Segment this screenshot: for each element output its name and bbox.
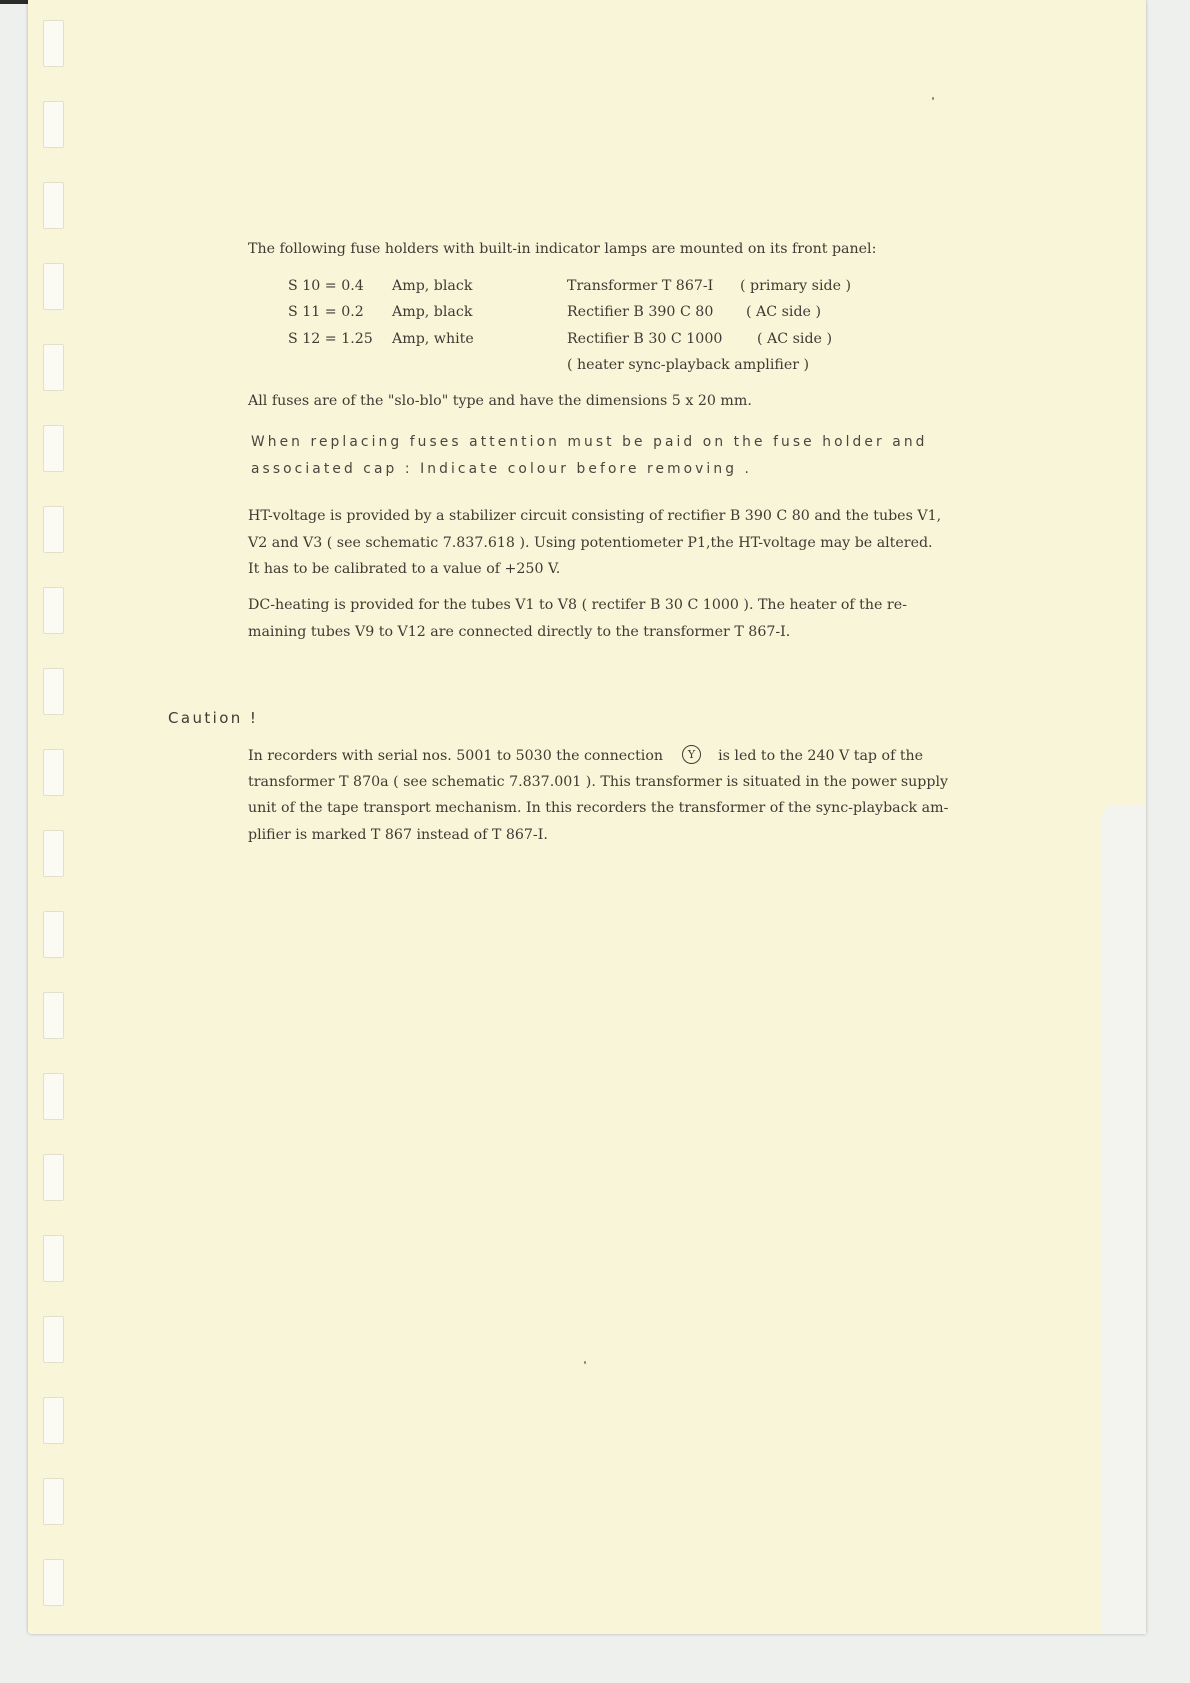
caution-line: unit of the tape transport mechanism. In this recorders the transformer of the sync-playback am-: [248, 800, 949, 816]
fuse-type-line: All fuses are of the "slo-blo" type and have the dimensions 5 x 20 mm.: [248, 393, 752, 409]
fuse-note: ( primary side ): [740, 278, 852, 294]
fuse-circuit: Transformer T 867-I: [567, 278, 714, 294]
fuse-id: S 10 = 0.4: [288, 278, 364, 294]
binding-hole: [43, 182, 64, 229]
caution-line: transformer T 870a ( see schematic 7.837.001 ). This transformer is situated in the power supply: [248, 774, 949, 790]
binding-hole: [43, 1154, 64, 1201]
fuse-circuit: Rectifier B 30 C 1000: [567, 331, 723, 347]
fuse-circuit: Rectifier B 390 C 80: [567, 304, 714, 320]
binding-hole: [43, 830, 64, 877]
binding-hole: [43, 1478, 64, 1525]
fuse-rating: Amp, black: [392, 278, 473, 294]
fuse-note: ( AC side ): [746, 304, 821, 320]
binding-hole: [43, 1235, 64, 1282]
fuse-warning-line: When replacing fuses attention must be paid on the fuse holder and: [251, 434, 928, 450]
caution-line: plifier is marked T 867 instead of T 867-I.: [248, 827, 548, 843]
dc-heating-line: maining tubes V9 to V12 are connected directly to the transformer T 867-I.: [248, 624, 791, 640]
binding-hole: [43, 425, 64, 472]
ht-voltage-line: It has to be calibrated to a value of +250 V.: [248, 561, 561, 577]
intro-paragraph: The following fuse holders with built-in indicator lamps are mounted on its front panel:: [248, 241, 877, 257]
caution-text: In recorders with serial nos. 5001 to 5030 the connection: [248, 748, 664, 764]
dc-heating-line: DC-heating is provided for the tubes V1 to V8 ( rectifer B 30 C 1000 ). The heater of the re-: [248, 597, 907, 613]
fuse-rating: Amp, white: [392, 331, 474, 347]
binding-hole: [43, 992, 64, 1039]
fuse-id: S 11 = 0.2: [288, 304, 364, 320]
binding-hole: [43, 587, 64, 634]
ht-voltage-line: HT-voltage is provided by a stabilizer circuit consisting of rectifier B 390 C 80 and the tubes V1,: [248, 508, 942, 524]
binding-hole: [43, 911, 64, 958]
fuse-rating: Amp, black: [392, 304, 473, 320]
binding-hole: [43, 20, 64, 67]
circled-y-symbol: Y: [682, 745, 701, 764]
binding-hole: [43, 263, 64, 310]
fuse-warning-line: associated cap : Indicate colour before removing .: [251, 461, 753, 477]
fuse-extra-note: ( heater sync-playback amplifier ): [567, 357, 810, 373]
binding-hole: [43, 668, 64, 715]
binding-hole: [43, 506, 64, 553]
paper-speck: [584, 1361, 586, 1364]
ht-voltage-line: V2 and V3 ( see schematic 7.837.618 ). Using potentiometer P1,the HT-voltage may be altered.: [248, 535, 933, 551]
caution-heading: Caution !: [168, 709, 259, 727]
binding-hole: [43, 1397, 64, 1444]
fuse-note: ( AC side ): [757, 331, 832, 347]
page-edge-cutout: [1102, 805, 1146, 1634]
binding-hole: [43, 344, 64, 391]
caution-text: is led to the 240 V tap of the: [718, 748, 924, 764]
binding-hole: [43, 101, 64, 148]
binding-hole: [43, 1316, 64, 1363]
caution-line: [248, 748, 923, 764]
binding-hole: [43, 1559, 64, 1606]
binding-hole: [43, 749, 64, 796]
scan-edge-shadow: [0, 0, 30, 4]
binding-hole: [43, 1073, 64, 1120]
fuse-id: S 12 = 1.25: [288, 331, 373, 347]
paper-speck: [932, 97, 934, 100]
